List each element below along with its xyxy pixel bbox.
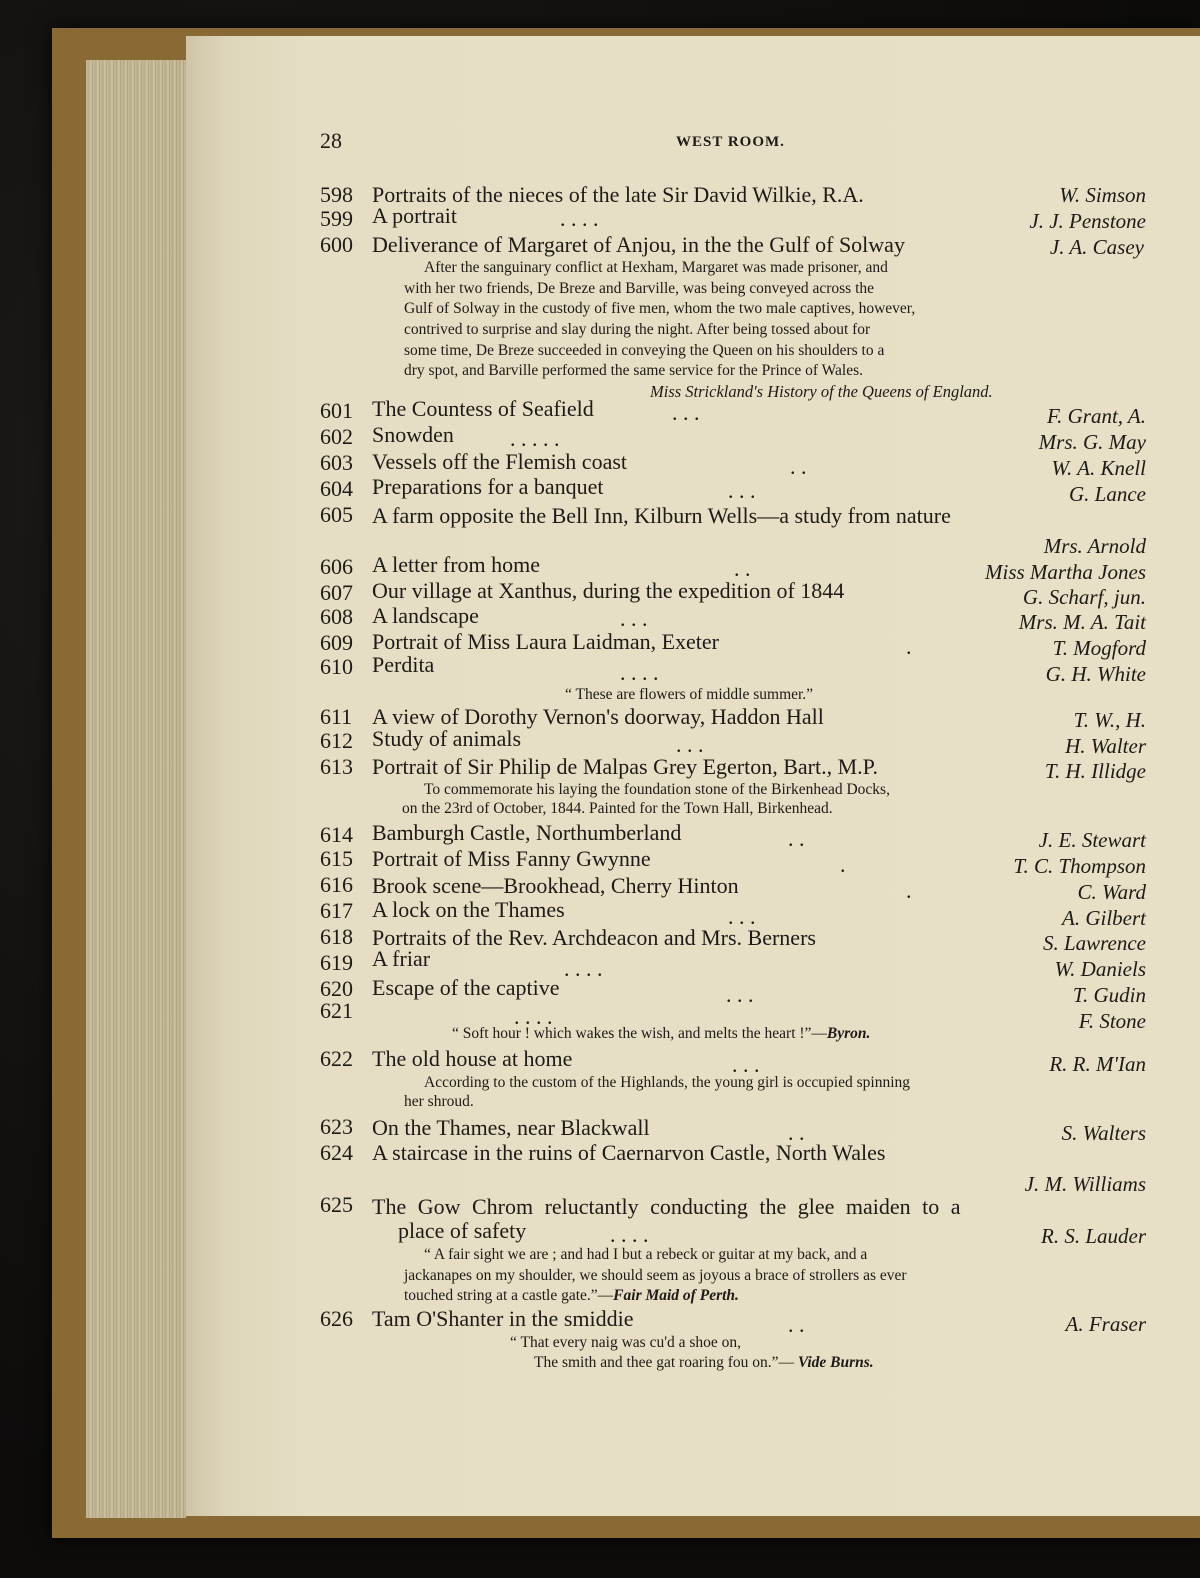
leader-dots: . [906,634,912,659]
entry-number: 612 [320,728,353,753]
entry-note-with-source [404,1287,739,1305]
leader-dots: . . . [620,606,648,631]
entry-artist: Mrs. G. May [1038,430,1146,454]
entry-quote-author: Byron. [826,1025,871,1042]
page-number: 28 [320,128,342,153]
entry-number: 605 [320,502,353,527]
entry-quote: “ These are flowers of middle summer.” [565,686,814,703]
entry-artist: J. E. Stewart [1038,828,1146,852]
entry-number: 621 [320,998,353,1023]
entry-number: 607 [320,580,353,605]
entry-title: Snowden [372,422,454,447]
entry-number: 618 [320,924,353,949]
entry-title: Deliverance of Margaret of Anjou, in the the Gulf of Solway [372,232,905,257]
entry-number: 613 [320,754,353,779]
entry-title: A letter from home [372,552,541,577]
entry-number: 603 [320,450,353,475]
entry-quote [452,1025,870,1043]
entry-title: The Gow Chrom reluctantly conducting the glee maiden to a [372,1194,961,1219]
entry-note-line: To commemorate his laying the foundation stone of the Birkenhead Docks, [424,781,890,798]
entry-number: 626 [320,1306,353,1331]
leader-dots: . . . . . [510,426,560,451]
leader-dots: . . . [726,982,754,1007]
entry-note-line: her shroud. [404,1093,474,1110]
entry-source: Miss Strickland's History of the Queens of England. [650,382,993,401]
entry-number: 622 [320,1046,353,1071]
running-head: WEST ROOM. [676,134,785,150]
leader-dots: . . . . [620,660,659,685]
entry-title: Portraits of the nieces of the late Sir David Wilkie, R.A. [372,182,864,207]
entry-artist: F. Stone [1078,1009,1146,1033]
entry-artist: W. A. Knell [1051,456,1146,480]
entry-number: 604 [320,476,353,501]
entry-title: A lock on the Thames [372,897,565,922]
entry-artist: C. Ward [1077,880,1146,904]
entry-title: A friar [372,946,431,971]
entry-title: Perdita [372,652,435,677]
entry-title: A landscape [372,603,479,628]
entry-number: 616 [320,872,353,897]
entry-title: Portrait of Miss Laura Laidman, Exeter [372,629,720,654]
entry-artist: G. H. White [1045,662,1146,686]
leader-dots: . [906,878,912,903]
entry-title-continuation: place of safety [398,1218,527,1243]
entry-artist: Miss Martha Jones [985,560,1146,584]
entry-number: 615 [320,846,353,871]
entry-artist: T. C. Thompson [1013,854,1146,878]
entry-number: 606 [320,554,353,579]
leader-dots: . . . [676,732,704,757]
entry-note-line: “ A fair sight we are ; and had I but a rebeck or guitar at my back, and a [424,1246,868,1263]
entry-number: 614 [320,822,353,847]
entry-title: Escape of the captive [372,975,560,1000]
entry-number: 601 [320,398,353,423]
entry-artist: T. Gudin [1072,983,1146,1007]
entry-title: A staircase in the ruins of Caernarvon Castle, North Wales [372,1140,886,1165]
entry-source: Vide Burns. [797,1354,874,1371]
entry-number: 625 [320,1192,353,1217]
entry-artist: T. Mogford [1052,636,1146,660]
entry-artist: G. Scharf, jun. [1022,585,1146,609]
entry-title: A farm opposite the Bell Inn, Kilburn Wells—a study from nature [372,503,951,528]
entry-title: Vessels off the Flemish coast [372,449,628,474]
entry-note-line: with her two friends, De Breze and Barville, was being conveyed across the [404,280,875,297]
entry-artist: A. Fraser [1065,1312,1146,1336]
entry-number: 599 [320,206,353,231]
entry-artist: A. Gilbert [1062,906,1146,930]
entry-note-line: touched string at a castle gate.”— [404,1287,614,1304]
entry-note-line: on the 23rd of October, 1844. Painted for the Town Hall, Birkenhead. [402,800,833,817]
leader-dots: . . . [728,904,756,929]
entry-note-line: jackanapes on my shoulder, we should seem as joyous a brace of strollers as ever [404,1267,907,1284]
entry-artist: W. Daniels [1054,957,1146,981]
entry-number: 620 [320,976,353,1001]
entry-artist: R. S. Lauder [1041,1224,1146,1248]
leader-dots: . . . . [564,956,603,981]
entry-number: 598 [320,182,353,207]
entry-title: Our village at Xanthus, during the expedition of 1844 [372,578,845,603]
entry-artist: W. Simson [1059,183,1146,207]
entry-note-line: The smith and thee gat roaring fou on.”— [534,1354,798,1371]
entry-title: The Countess of Seafield [372,396,594,421]
entry-artist: J. J. Penstone [1029,209,1146,233]
entry-artist: H. Walter [1065,734,1146,758]
entry-number: 609 [320,630,353,655]
entry-title: Study of animals [372,726,522,751]
entry-artist: J. A. Casey [1049,235,1144,259]
entry-quote-text: “ Soft hour ! which wakes the wish, and melts the heart !”— [452,1025,827,1042]
entry-number: 610 [320,654,353,679]
entry-number: 611 [320,704,353,729]
entry-title: Portraits of the Rev. Archdeacon and Mrs. Berners [372,925,816,950]
entry-note-line: dry spot, and Barville performed the same service for the Prince of Wales. [404,362,864,379]
entry-source: Fair Maid of Perth. [613,1287,739,1304]
entry-artist: J. M. Williams [1024,1172,1146,1196]
leader-dots: . . [790,454,807,479]
entry-artist: Mrs. Arnold [1043,534,1146,558]
entry-artist: T. H. Illidge [1044,759,1146,783]
leader-dots: . . [788,826,805,851]
page-edges [86,60,186,1518]
entry-note-line: After the sanguinary conflict at Hexham, Margaret was made prisoner, and [424,259,888,276]
leader-dots: . . . [728,478,756,503]
entry-title: A portrait [372,203,457,228]
entry-artist: G. Lance [1069,482,1146,506]
leader-dots: . . [788,1312,805,1337]
entry-note-line: “ That every naig was cu'd a shoe on, [510,1334,742,1351]
entry-note-with-source [534,1354,874,1372]
entry-artist: Mrs. M. A. Tait [1018,610,1146,634]
leader-dots: . . [788,1120,805,1145]
entry-title: On the Thames, near Blackwall [372,1115,650,1140]
leader-dots: . [840,852,846,877]
entry-title: Portrait of Sir Philip de Malpas Grey Egerton, Bart., M.P. [372,754,878,779]
entry-number: 623 [320,1114,353,1139]
entry-note-line: According to the custom of the Highlands, the young girl is occupied spinning [424,1074,911,1091]
leader-dots: . . [734,556,751,581]
leader-dots: . . . . [610,1222,649,1247]
leader-dots: . . . . [514,1004,553,1029]
entry-number: 602 [320,424,353,449]
leader-dots: . . . . [560,206,599,231]
entry-artist: S. Lawrence [1042,931,1146,955]
entry-title: A view of Dorothy Vernon's doorway, Haddon Hall [372,704,824,729]
entry-title: The old house at home [372,1046,573,1071]
entry-note-line: some time, De Breze succeeded in conveying the Queen on his shoulders to a [404,342,885,359]
entry-number: 600 [320,232,353,257]
entry-artist: R. R. M'Ian [1049,1052,1146,1076]
entry-note-line: contrived to surprise and slay during the night. After being tossed about for [404,321,871,338]
leader-dots: . . . [672,400,700,425]
entry-number: 617 [320,898,353,923]
entry-artist: S. Walters [1061,1121,1146,1145]
entry-artist: T. W., H. [1073,708,1146,732]
entry-number: 624 [320,1140,353,1165]
entry-title: Preparations for a banquet [372,474,604,499]
entry-title: Portrait of Miss Fanny Gwynne [372,846,651,871]
entry-note-line: Gulf of Solway in the custody of five men, whom the two male captives, however, [404,300,916,317]
entry-title: Tam O'Shanter in the smiddie [372,1306,634,1331]
entry-artist: F. Grant, A. [1047,404,1146,428]
entry-title: Brook scene—Brookhead, Cherry Hinton [372,873,739,898]
entry-number: 619 [320,950,353,975]
entry-number: 608 [320,604,353,629]
entry-title: Bamburgh Castle, Northumberland [372,820,682,845]
leader-dots: . . . [732,1052,760,1077]
